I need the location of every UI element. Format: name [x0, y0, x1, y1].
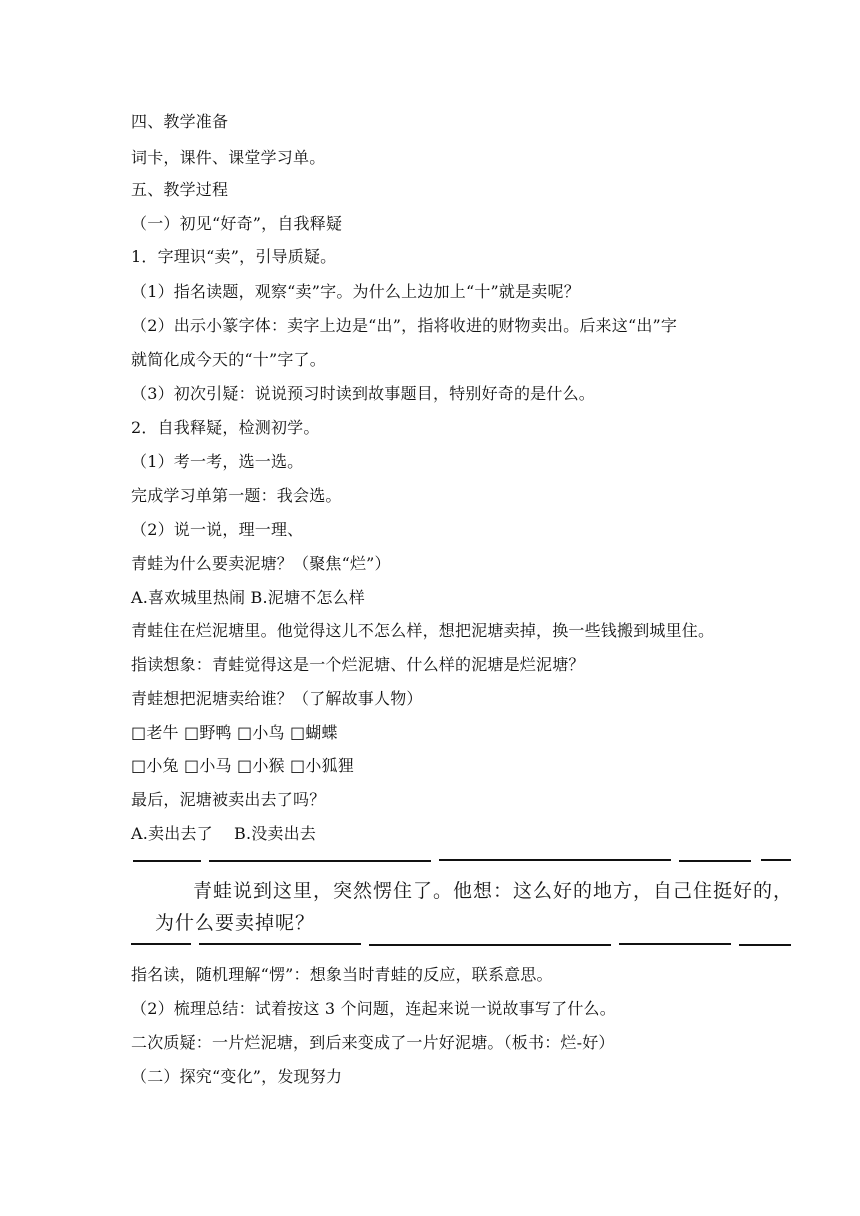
paragraph: （1）考一考，选一选。: [131, 452, 304, 471]
step-heading-1: 1．字理识“卖”，引导质疑。: [131, 247, 337, 266]
step-heading-2: 2．自我释疑，检测初学。: [131, 418, 320, 437]
paragraph: （2）梳理总结：试着按这 3 个问题，连起来说一说故事写了什么。: [131, 999, 616, 1018]
excerpt-text: [131, 856, 794, 946]
subsection-heading-2: （二）探究“变化”，发现努力: [131, 1067, 343, 1086]
paragraph: 指名读，随机理解“愣”：想象当时青蛙的反应，联系意思。: [131, 965, 553, 984]
paragraph: （2）出示小篆字体：卖字上边是“出”，指将收进的财物卖出。后来这“出”字: [131, 316, 678, 335]
question: 最后，泥塘被卖出去了吗？: [131, 790, 326, 809]
question: 青蛙想把泥塘卖给谁？（了解故事人物）: [131, 689, 423, 708]
answer-options: A.卖出去了 B.没卖出去: [131, 824, 317, 843]
section-heading-process: 五、教学过程: [131, 180, 229, 199]
paragraph: 二次质疑：一片烂泥塘，到后来变成了一片好泥塘。（板书：烂-好）: [131, 1033, 615, 1052]
subsection-heading-1: （一）初见“好奇”，自我释疑: [131, 214, 343, 233]
paragraph: （1）指名读题，观察“卖”字。为什么上边加上“十”就是卖呢？: [131, 282, 580, 301]
paragraph: 指读想象：青蛙觉得这是一个烂泥塘、什么样的泥塘是烂泥塘？: [131, 655, 585, 674]
checkbox-options-row-2: □小兔 □小马 □小猴 □小狐狸: [131, 756, 354, 775]
paragraph: （2）说一说，理一理、: [131, 520, 304, 539]
paragraph: （3）初次引疑：说说预习时读到故事题目，特别好奇的是什么。: [131, 384, 595, 403]
answer-options: A.喜欢城里热闹 B.泥塘不怎么样: [131, 588, 365, 607]
question: 青蛙为什么要卖泥塘？（聚焦“烂”）: [131, 554, 391, 573]
paragraph: 完成学习单第一题：我会选。: [131, 486, 342, 505]
excerpt-line: 青蛙说到这里，突然愣住了。他想：这么好的地方，自己住挺好的，: [193, 880, 794, 902]
paragraph-materials: 词卡，课件、课堂学习单。: [131, 148, 326, 167]
paragraph: 就简化成今天的“十”字了。: [131, 350, 326, 369]
scanned-excerpt: [131, 856, 794, 946]
section-heading-preparation: 四、教学准备: [131, 112, 229, 131]
checkbox-options-row-1: □老牛 □野鸭 □小鸟 □蝴蝶: [131, 723, 338, 742]
excerpt-line: 为什么要卖掉呢？: [155, 912, 316, 934]
paragraph: 青蛙住在烂泥塘里。他觉得这儿不怎么样，想把泥塘卖掉，换一些钱搬到城里住。: [131, 621, 715, 640]
